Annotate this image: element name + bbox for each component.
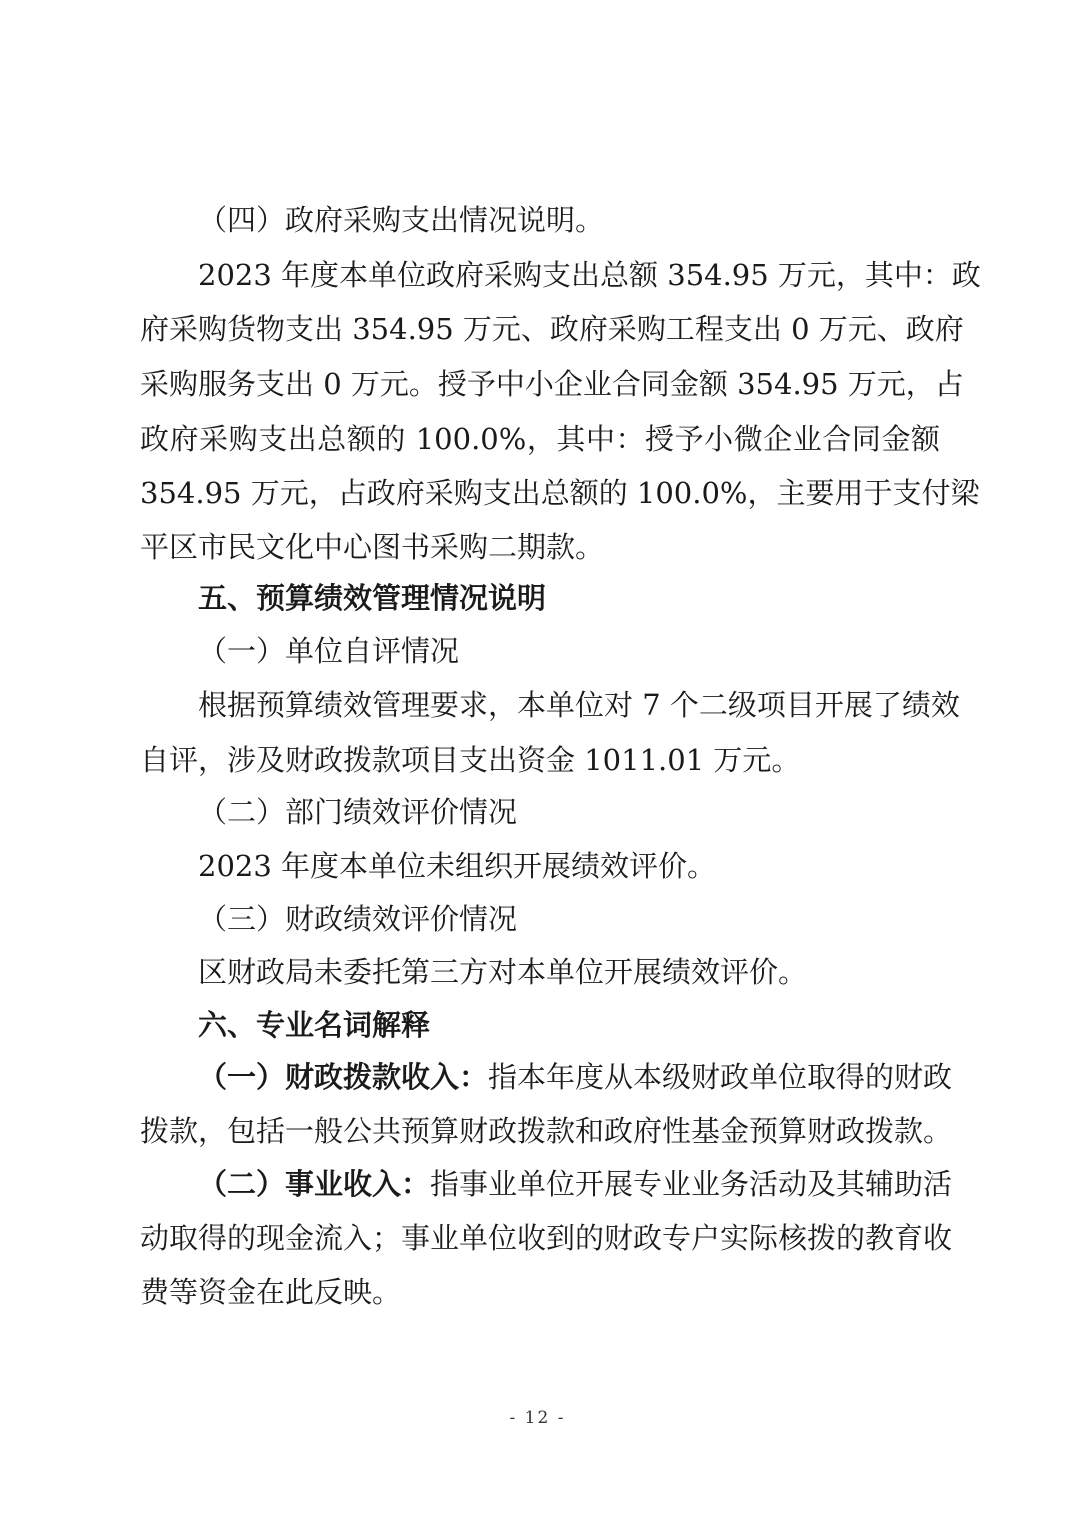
subsection-heading-self-evaluation: （一）单位自评情况 <box>198 634 460 668</box>
paragraph-line: 2023 年度本单位政府采购支出总额 354.95 万元，其中：政 <box>198 258 981 292</box>
paragraph-line: 2023 年度本单位未组织开展绩效评价。 <box>198 849 717 883</box>
section-heading-budget-performance: 五、预算绩效管理情况说明 <box>198 581 547 615</box>
definition-text: 指事业单位开展专业业务活动及其辅助活 <box>430 1167 953 1201</box>
definition-term: （二）事业收入： <box>198 1167 431 1201</box>
paragraph-line: 采购服务支出 0 万元。授予中小企业合同金额 354.95 万元，占 <box>140 367 964 401</box>
definition-line <box>198 1059 953 1095</box>
paragraph-line: 府采购货物支出 354.95 万元、政府采购工程支出 0 万元、政府 <box>140 312 964 346</box>
definition-line <box>198 1166 953 1202</box>
subsection-heading-finance-evaluation: （三）财政绩效评价情况 <box>198 902 518 936</box>
definition-term: （一）财政拨款收入： <box>198 1060 489 1094</box>
paragraph-line: 动取得的现金流入；事业单位收到的财政专户实际核拨的教育收 <box>140 1221 953 1255</box>
paragraph-line: 354.95 万元，占政府采购支出总额的 100.0%，主要用于支付梁 <box>140 476 980 510</box>
paragraph-line: 自评，涉及财政拨款项目支出资金 1011.01 万元。 <box>140 743 801 777</box>
definition-text: 指本年度从本级财政单位取得的财政 <box>488 1060 953 1094</box>
section-heading-glossary: 六、专业名词解释 <box>198 1008 431 1042</box>
paragraph-line: 政府采购支出总额的 100.0%，其中：授予小微企业合同金额 <box>140 422 940 456</box>
paragraph-line: 根据预算绩效管理要求，本单位对 7 个二级项目开展了绩效 <box>198 688 960 722</box>
paragraph-line: 费等资金在此反映。 <box>140 1275 402 1309</box>
paragraph-line: 区财政局未委托第三方对本单位开展绩效评价。 <box>198 955 808 989</box>
subsection-heading-department-evaluation: （二）部门绩效评价情况 <box>198 795 518 829</box>
paragraph-line: 拨款，包括一般公共预算财政拨款和政府性基金预算财政拨款。 <box>140 1114 953 1148</box>
paragraph-line: 平区市民文化中心图书采购二期款。 <box>140 530 605 564</box>
section-heading-government-procurement: （四）政府采购支出情况说明。 <box>198 203 605 237</box>
page-number: - 12 - <box>509 1408 566 1428</box>
